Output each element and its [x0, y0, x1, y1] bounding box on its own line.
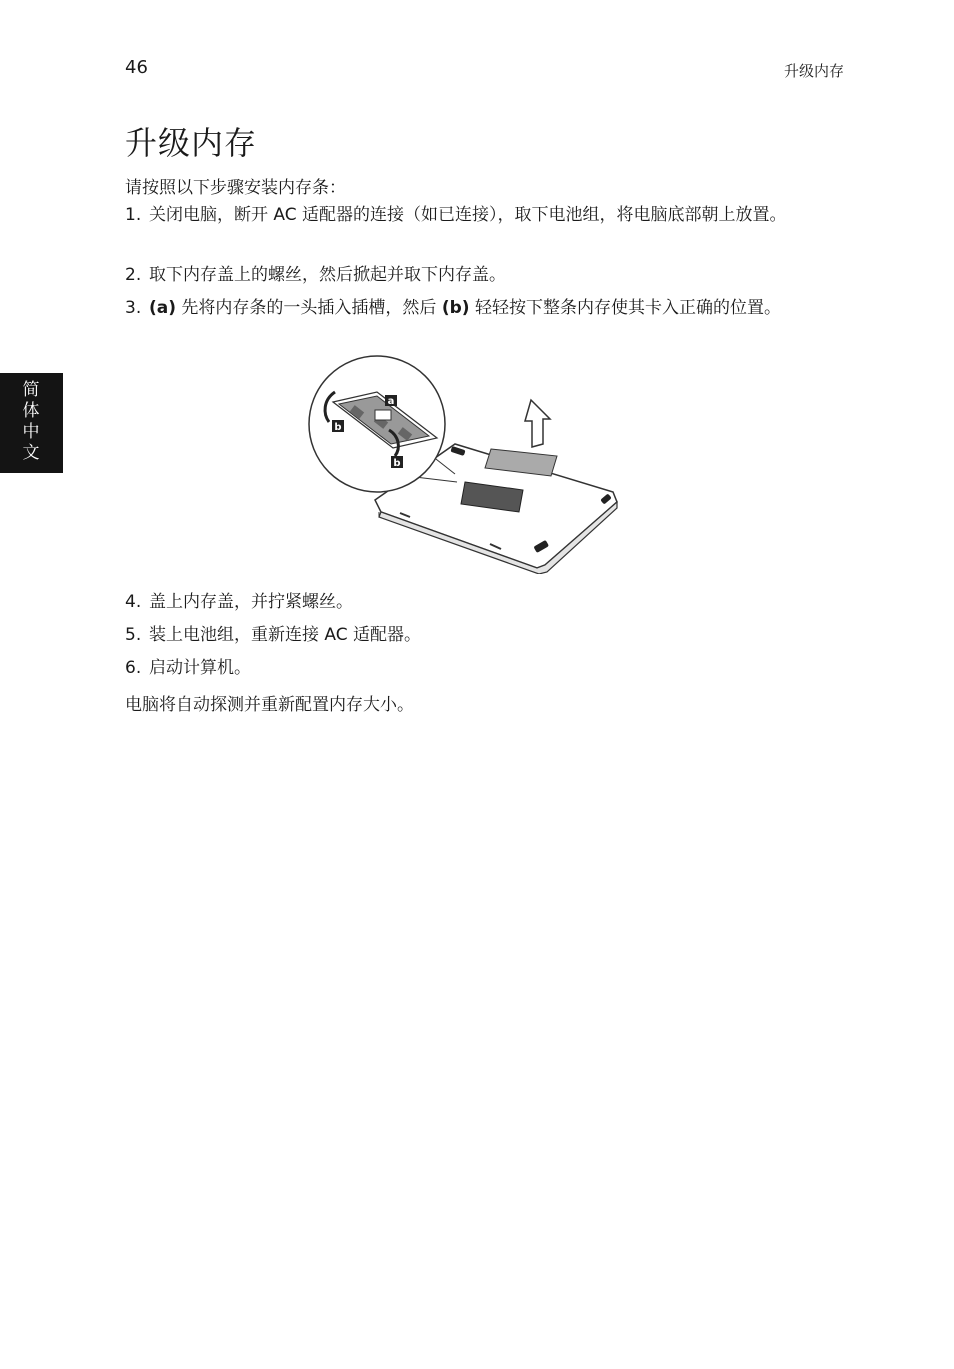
step-b-text: 轻轻按下整条内存使其卡入正确的位置。 [469, 298, 781, 318]
step-number: 3. [125, 298, 142, 318]
step-text: 启动计算机。 [149, 658, 251, 678]
step-6 [125, 655, 845, 681]
step-3 [125, 295, 845, 321]
language-side-tab [0, 373, 63, 473]
page-title: 升级内存 [125, 124, 258, 162]
step-a-label: (a) [149, 298, 177, 318]
label-b: b [393, 458, 401, 469]
step-b-label: (b) [441, 298, 470, 318]
step-a-text: 先将内存条的一头插入插槽，然后 [176, 298, 442, 318]
step-number: 1. [125, 205, 142, 225]
step-text: 关闭电脑，断开 AC 适配器的连接（如已连接），取下电池组，将电脑底部朝上放置。 [149, 205, 787, 225]
label-b: b [334, 422, 342, 433]
step-number: 2. [125, 265, 142, 285]
running-header: 升级内存 [783, 62, 844, 80]
step-text [149, 295, 845, 321]
step-5 [125, 622, 845, 648]
memory-install-illustration [305, 352, 630, 574]
intro-text: 请按照以下步骤安装内存条： [125, 178, 346, 198]
outro-text: 电脑将自动探测并重新配置内存大小。 [125, 695, 414, 715]
label-a: a [387, 396, 395, 407]
step-number: 6. [125, 658, 142, 678]
step-text: 取下内存盖上的螺丝，然后掀起并取下内存盖。 [149, 265, 506, 285]
step-text: 盖上内存盖，并拧紧螺丝。 [149, 592, 353, 612]
step-1 [125, 202, 845, 228]
side-tab-text: 简体中文 [22, 380, 40, 463]
step-text: 装上电池组，重新连接 AC 适配器。 [149, 625, 422, 645]
step-4 [125, 589, 845, 615]
step-number: 5. [125, 625, 142, 645]
step-2 [125, 262, 845, 288]
step-number: 4. [125, 592, 142, 612]
page-number: 46 [125, 57, 148, 78]
